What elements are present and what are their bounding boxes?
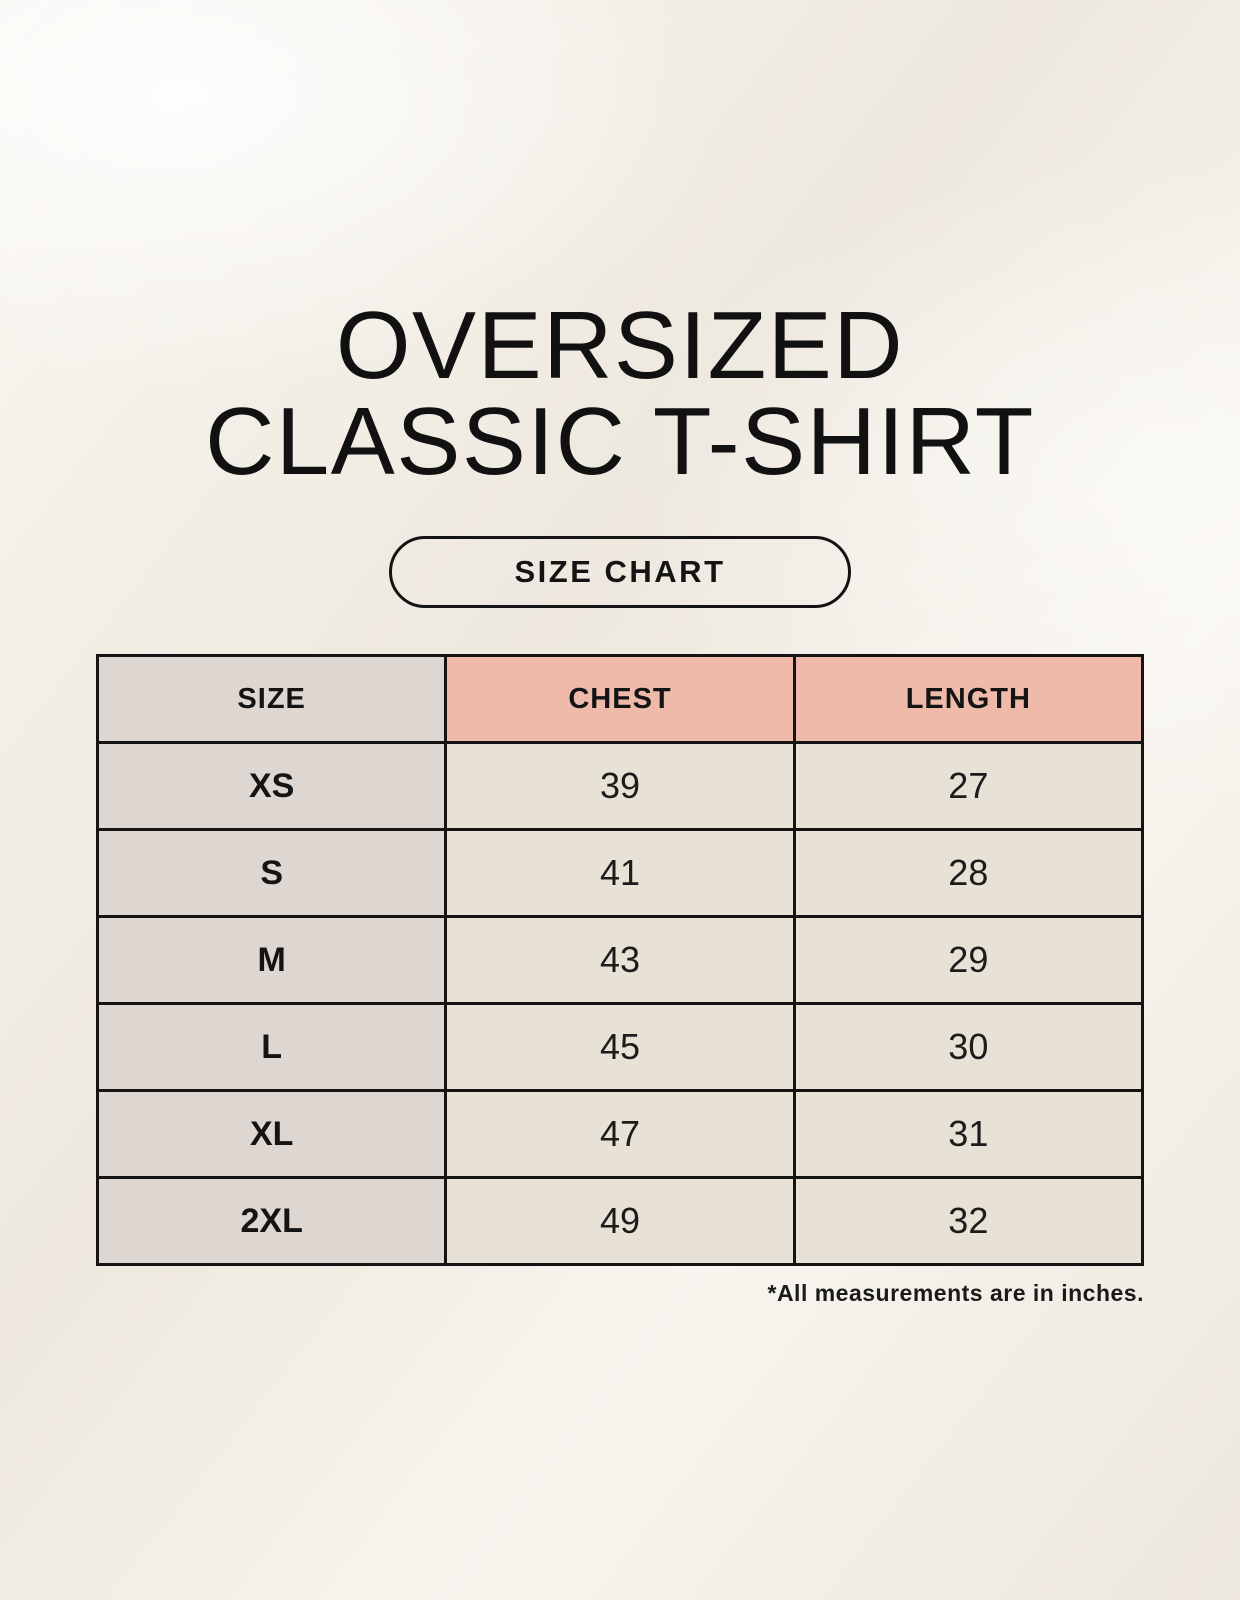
table-row [98, 917, 1143, 1004]
chest-value: 45 [446, 1004, 794, 1091]
size-label: XL [98, 1091, 446, 1178]
size-label: XS [98, 743, 446, 830]
table-row [98, 830, 1143, 917]
size-label: 2XL [98, 1178, 446, 1265]
length-value: 29 [794, 917, 1142, 1004]
measurements-footnote: *All measurements are in inches. [767, 1280, 1144, 1306]
table-row [98, 1004, 1143, 1091]
length-value: 30 [794, 1004, 1142, 1091]
size-chart-button[interactable] [389, 536, 851, 608]
product-title-line1: OVERSIZED [335, 292, 905, 399]
size-chart-table [96, 654, 1144, 1266]
product-title-line2: CLASSIC T-SHIRT [205, 388, 1035, 495]
column-header-size: SIZE [98, 656, 446, 743]
length-value: 32 [794, 1178, 1142, 1265]
size-label: L [98, 1004, 446, 1091]
chest-value: 43 [446, 917, 794, 1004]
chest-value: 39 [446, 743, 794, 830]
chest-value: 47 [446, 1091, 794, 1178]
size-chart-button-label: SIZE CHART [514, 554, 726, 589]
table-row [98, 1091, 1143, 1178]
column-header-chest: CHEST [446, 656, 794, 743]
size-label: M [98, 917, 446, 1004]
table-row [98, 1178, 1143, 1265]
table-row [98, 743, 1143, 830]
column-header-length: LENGTH [794, 656, 1142, 743]
length-value: 31 [794, 1091, 1142, 1178]
size-label: S [98, 830, 446, 917]
product-title [205, 292, 1035, 495]
chest-value: 49 [446, 1178, 794, 1265]
table-header-row [98, 656, 1143, 743]
length-value: 28 [794, 830, 1142, 917]
length-value: 27 [794, 743, 1142, 830]
chest-value: 41 [446, 830, 794, 917]
